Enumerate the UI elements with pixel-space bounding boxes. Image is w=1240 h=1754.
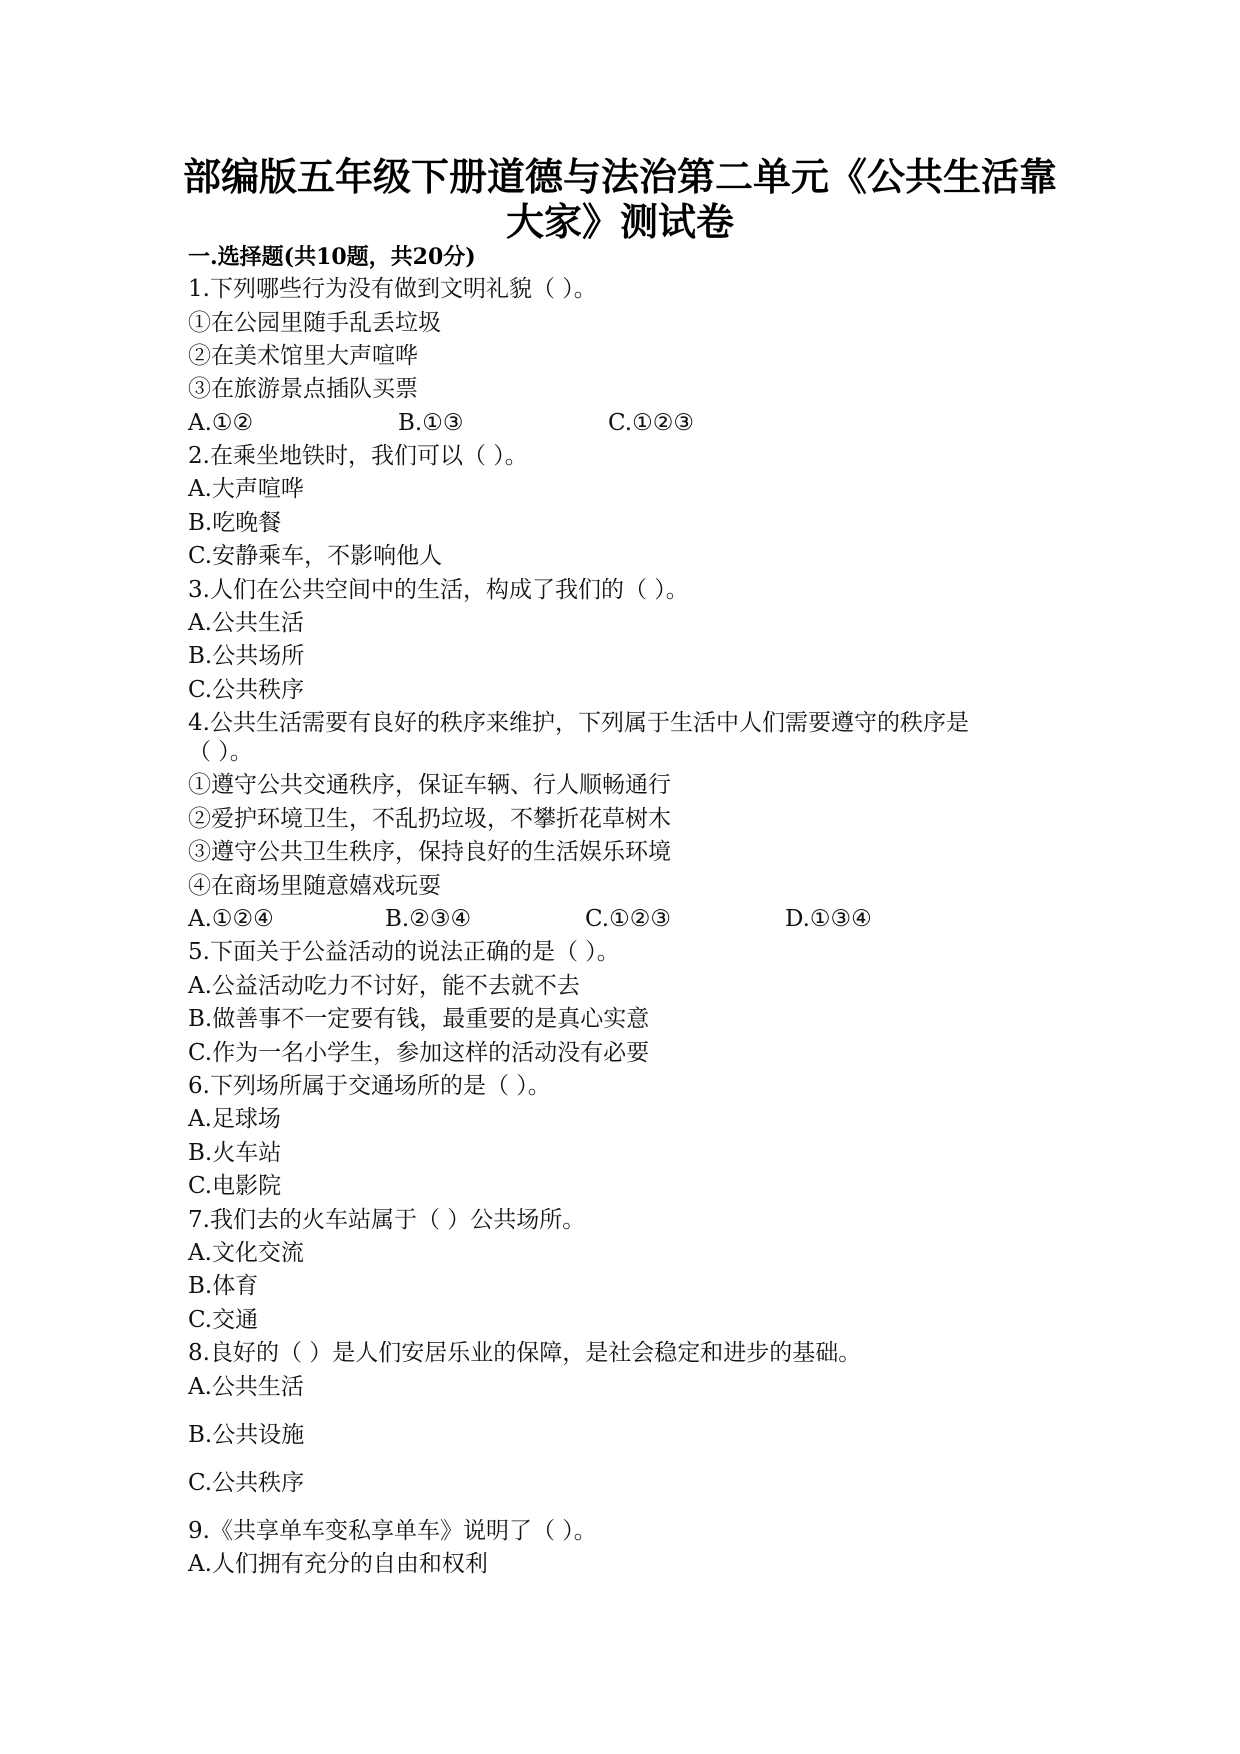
question-3-option-b: B.公共场所 [188, 643, 305, 669]
question-1-option-b: B.①③ [398, 410, 464, 436]
question-4-option-a: A.①②④ [188, 906, 274, 932]
question-2-option-c: C.安静乘车，不影响他人 [188, 543, 443, 569]
question-1-item: ②在美术馆里大声喧哗 [188, 343, 418, 369]
question-7-option-a: A.文化交流 [188, 1240, 304, 1266]
question-4-option-b: B.②③④ [385, 906, 472, 932]
question-6-option-b: B.火车站 [188, 1140, 282, 1166]
question-4-option-c: C.①②③ [585, 906, 671, 932]
question-8-option-c: C.公共秩序 [188, 1470, 305, 1496]
question-5-option-c: C.作为一名小学生，参加这样的活动没有必要 [188, 1040, 650, 1066]
question-9-stem: 9.《共享单车变私享单车》说明了（ ）。 [188, 1518, 597, 1544]
question-2-stem: 2.在乘坐地铁时，我们可以（ ）。 [188, 443, 528, 469]
page-title-line-1: 部编版五年级下册道德与法治第二单元《公共生活靠 [182, 154, 1057, 199]
question-2-option-a: A.大声喧哗 [188, 476, 304, 502]
question-3-option-a: A.公共生活 [188, 610, 304, 636]
section-heading-choice: 一.选择题(共10题，共20分) [188, 244, 476, 270]
question-1-item: ③在旅游景点插队买票 [188, 376, 418, 402]
question-7-option-b: B.体育 [188, 1273, 259, 1299]
question-4-stem-line-1: 4.公共生活需要有良好的秩序来维护，下列属于生活中人们需要遵守的秩序是 [188, 710, 969, 736]
question-4-item: ④在商场里随意嬉戏玩耍 [188, 873, 441, 899]
question-7-stem: 7.我们去的火车站属于（ ）公共场所。 [188, 1207, 586, 1233]
question-8-stem: 8.良好的（ ）是人们安居乐业的保障，是社会稳定和进步的基础。 [188, 1340, 862, 1366]
question-6-stem: 6.下列场所属于交通场所的是（ ）。 [188, 1073, 551, 1099]
question-5-option-b: B.做善事不一定要有钱，最重要的是真心实意 [188, 1006, 650, 1032]
question-4-item: ③遵守公共卫生秩序，保持良好的生活娱乐环境 [188, 839, 671, 865]
question-6-option-a: A.足球场 [188, 1106, 281, 1132]
question-4-item: ①遵守公共交通秩序，保证车辆、行人顺畅通行 [188, 772, 671, 798]
question-8-option-b: B.公共设施 [188, 1422, 305, 1448]
question-4-stem-line-2: （ ）。 [188, 739, 253, 765]
question-7-option-c: C.交通 [188, 1307, 259, 1333]
question-4-item: ②爱护环境卫生，不乱扔垃圾，不攀折花草树木 [188, 806, 671, 832]
question-8-option-a: A.公共生活 [188, 1374, 304, 1400]
question-1-option-c: C.①②③ [608, 410, 694, 436]
question-5-option-a: A.公益活动吃力不讨好，能不去就不去 [188, 973, 580, 999]
question-1-item: ①在公园里随手乱丢垃圾 [188, 310, 441, 336]
page-title-line-2: 大家》测试卷 [505, 199, 734, 244]
question-2-option-b: B.吃晚餐 [188, 510, 282, 536]
question-5-stem: 5.下面关于公益活动的说法正确的是（ ）。 [188, 939, 620, 965]
question-3-option-c: C.公共秩序 [188, 677, 305, 703]
question-9-option-a: A.人们拥有充分的自由和权利 [188, 1551, 488, 1577]
question-1-stem: 1.下列哪些行为没有做到文明礼貌（ ）。 [188, 276, 597, 302]
question-1-option-a: A.①② [188, 410, 254, 436]
question-6-option-c: C.电影院 [188, 1173, 282, 1199]
question-3-stem: 3.人们在公共空间中的生活，构成了我们的（ ）。 [188, 577, 689, 603]
question-4-option-d: D.①③④ [785, 906, 872, 932]
